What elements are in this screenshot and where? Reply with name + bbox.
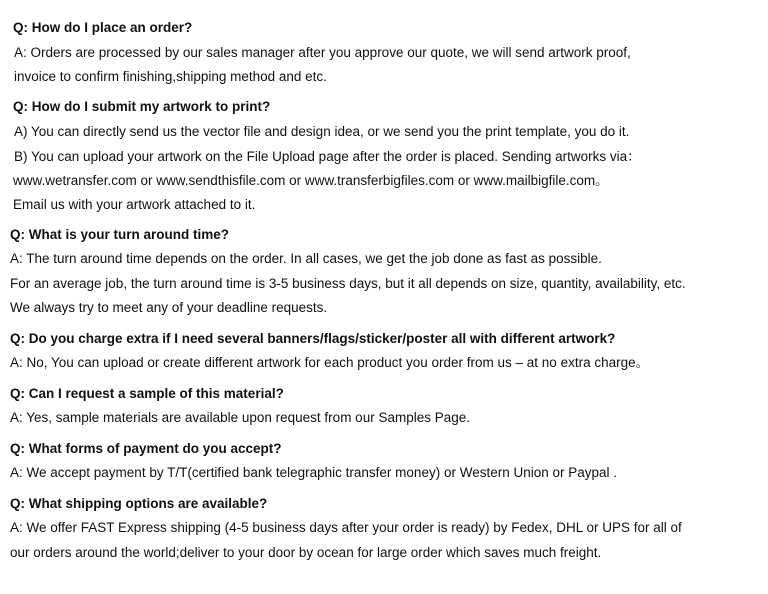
faq-answer-line: For an average job, the turn around time is 3-5 business days, but it all depends on size, quantity, availability, etc. [10,276,686,291]
faq-answer-line: invoice to confirm finishing,shipping method and etc. [14,69,327,84]
faq-answer-line: B) You can upload your artwork on the File Upload page after the order is placed. Sending artworks via： [14,149,641,164]
faq-answer-line: our orders around the world;deliver to your door by ocean for large order which saves much freight. [10,545,602,560]
faq-question-place-order: Q: How do I place an order? [13,20,193,35]
faq-question-payment: Q: What forms of payment do you accept? [10,441,282,456]
faq-answer-line: A: We accept payment by T/T(certified bank telegraphic transfer money) or Western Union or Paypal . [10,465,618,480]
faq-question-submit-artwork: Q: How do I submit my artwork to print? [13,99,271,114]
faq-answer-line: A: No, You can upload or create different artwork for each product you order from us – at no extra charge。 [10,355,650,370]
faq-answer-line: A) You can directly send us the vector file and design idea, or we send you the print template, you do it. [14,124,630,139]
faq-question-sample: Q: Can I request a sample of this material? [10,386,284,401]
faq-answer-line: We always try to meet any of your deadline requests. [10,300,328,315]
faq-answer-line: A: Yes, sample materials are available upon request from our Samples Page. [10,410,471,425]
faq-question-charge-extra: Q: Do you charge extra if I need several banners/flags/sticker/poster all with different artwork? [10,331,616,346]
faq-answer-line: www.wetransfer.com or www.sendthisfile.com or www.transferbigfiles.com or www.mailbigfile.com。 [13,173,609,188]
faq-answer-line: A: We offer FAST Express shipping (4-5 business days after your order is ready) by Fedex, DHL or UPS for all of [10,520,682,535]
faq-answer-line: A: The turn around time depends on the order. In all cases, we get the job done as fast as possible. [10,251,602,266]
faq-answer-line: A: Orders are processed by our sales manager after you approve our quote, we will send artwork proof, [14,45,631,60]
faq-answer-line: Email us with your artwork attached to it. [13,197,256,212]
faq-question-shipping: Q: What shipping options are available? [10,496,268,511]
faq-question-turnaround: Q: What is your turn around time? [10,227,229,242]
